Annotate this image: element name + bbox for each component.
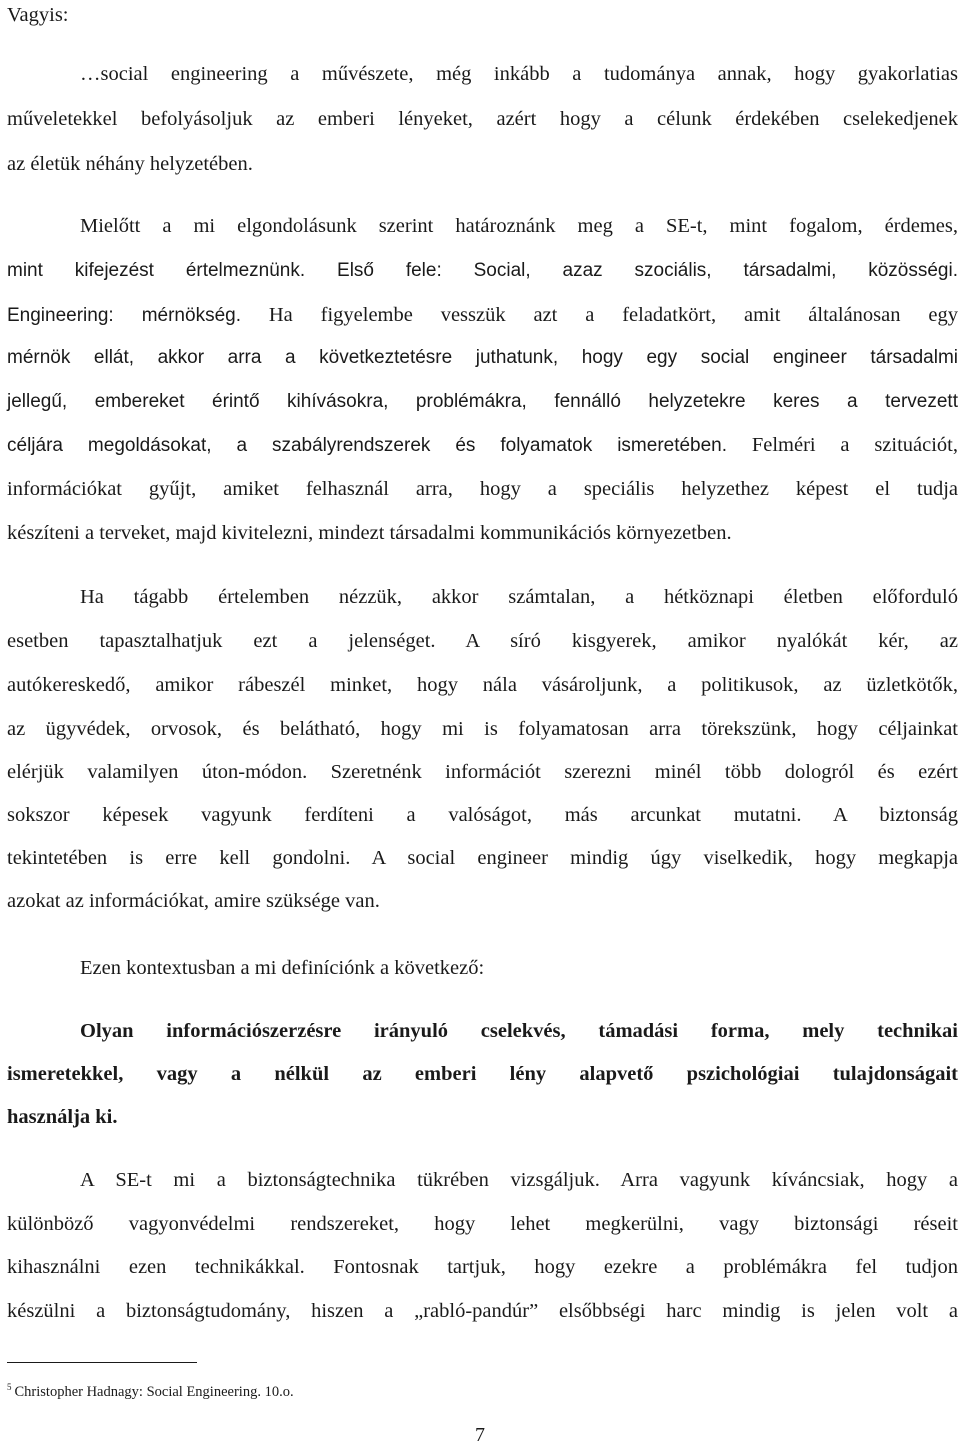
engineering-definition: Engineering: mérnökség. <box>7 305 241 326</box>
paragraph-line-mixed <box>7 430 958 460</box>
footnote-text: Christopher Hadnagy: Social Engineering. 10.o. <box>14 1384 294 1400</box>
paragraph-line: mérnök ellát, akkor arra a következtetésre juthatunk, hogy egy social engineer társadalmi <box>7 347 958 368</box>
paragraph-line: kihasználni ezen technikákkal. Fontosnak tartjuk, hogy ezekre a problémákra fel tudjon <box>7 1256 958 1278</box>
heading: Vagyis: <box>7 4 69 26</box>
paragraph-text: Ha figyelembe vesszük azt a feladatkört, amit általánosan egy <box>240 304 958 326</box>
paragraph-line: autókereskedő, amikor rábeszél minket, hogy nála vásároljunk, a politikusok, az üzletkötők, <box>7 674 958 696</box>
footnote-divider <box>7 1362 197 1363</box>
paragraph-line-mixed <box>7 300 958 330</box>
definition-line: használja ki. <box>7 1106 118 1128</box>
paragraph-line: A SE-t mi a biztonságtechnika tükrében vizsgáljuk. Arra vagyunk kíváncsiak, hogy a <box>80 1169 958 1191</box>
paragraph-line: sokszor képesek vagyunk ferdíteni a valóságot, más arcunkat mutatni. A biztonság <box>7 804 958 826</box>
paragraph-text: céljára megoldásokat, a szabályrendszerek és folyamatok ismeretében. <box>7 435 728 456</box>
paragraph-line: azokat az információkat, amire szüksége van. <box>7 890 380 912</box>
paragraph-line: az ügyvédek, orvosok, és belátható, hogy mi is folyamatosan arra törekszünk, hogy céljainkat <box>7 718 958 740</box>
paragraph-line: Ezen kontextusban a mi definíciónk a következő: <box>80 957 485 979</box>
paragraph-line: készülni a biztonságtudomány, hiszen a „rabló-pandúr” elsőbbségi harc mindig is jelen volt a <box>7 1300 958 1322</box>
paragraph-line: Ha tágabb értelemben nézzük, akkor számtalan, a hétköznapi életben előforduló <box>80 586 958 608</box>
paragraph-line: jellegű, embereket érintő kihívásokra, problémákra, fennálló helyzetekre keres a tervezett <box>7 391 958 412</box>
page-number: 7 <box>475 1424 485 1446</box>
quote-line: …social engineering a művészete, még inkább a tudománya annak, hogy gyakorlatias <box>80 63 958 85</box>
footnote <box>7 1376 607 1398</box>
footnote-number: 5 <box>7 1382 12 1392</box>
paragraph-line: különböző vagyonvédelmi rendszereket, hogy lehet megkerülni, vagy biztonsági réseit <box>7 1213 958 1235</box>
paragraph-line: mint kifejezést értelmeznünk. Első fele: Social, azaz szociális, társadalmi, közösségi. <box>7 260 958 281</box>
paragraph-text: Felméri a szituációt, <box>727 434 958 456</box>
paragraph-line: esetben tapasztalhatjuk ezt a jelenséget. A síró kisgyerek, amikor nyalókát kér, az <box>7 630 958 652</box>
definition-line: Olyan információszerzésre irányuló cselekvés, támadási forma, mely technikai <box>80 1020 958 1042</box>
paragraph-line: Mielőtt a mi elgondolásunk szerint határoznánk meg a SE-t, mint fogalom, érdemes, <box>80 215 958 237</box>
quote-line: műveletekkel befolyásoljuk az emberi lényeket, azért hogy a célunk érdekében cselekedjenek <box>7 108 958 130</box>
quote-line: az életük néhány helyzetében. <box>7 153 253 175</box>
paragraph-line: készíteni a terveket, majd kivitelezni, mindezt társadalmi kommunikációs környezetben. <box>7 522 732 544</box>
paragraph-line: tekintetében is erre kell gondolni. A social engineer mindig úgy viselkedik, hogy megkapja <box>7 847 958 869</box>
paragraph-line: elérjük valamilyen úton-módon. Szeretnénk információt szerezni minél több dologról és ezért <box>7 761 958 783</box>
paragraph-line: információkat gyűjt, amiket felhasznál arra, hogy a speciális helyzethez képest el tudja <box>7 478 958 500</box>
definition-line: ismeretekkel, vagy a nélkül az emberi lény alapvető pszichológiai tulajdonságait <box>7 1063 958 1085</box>
